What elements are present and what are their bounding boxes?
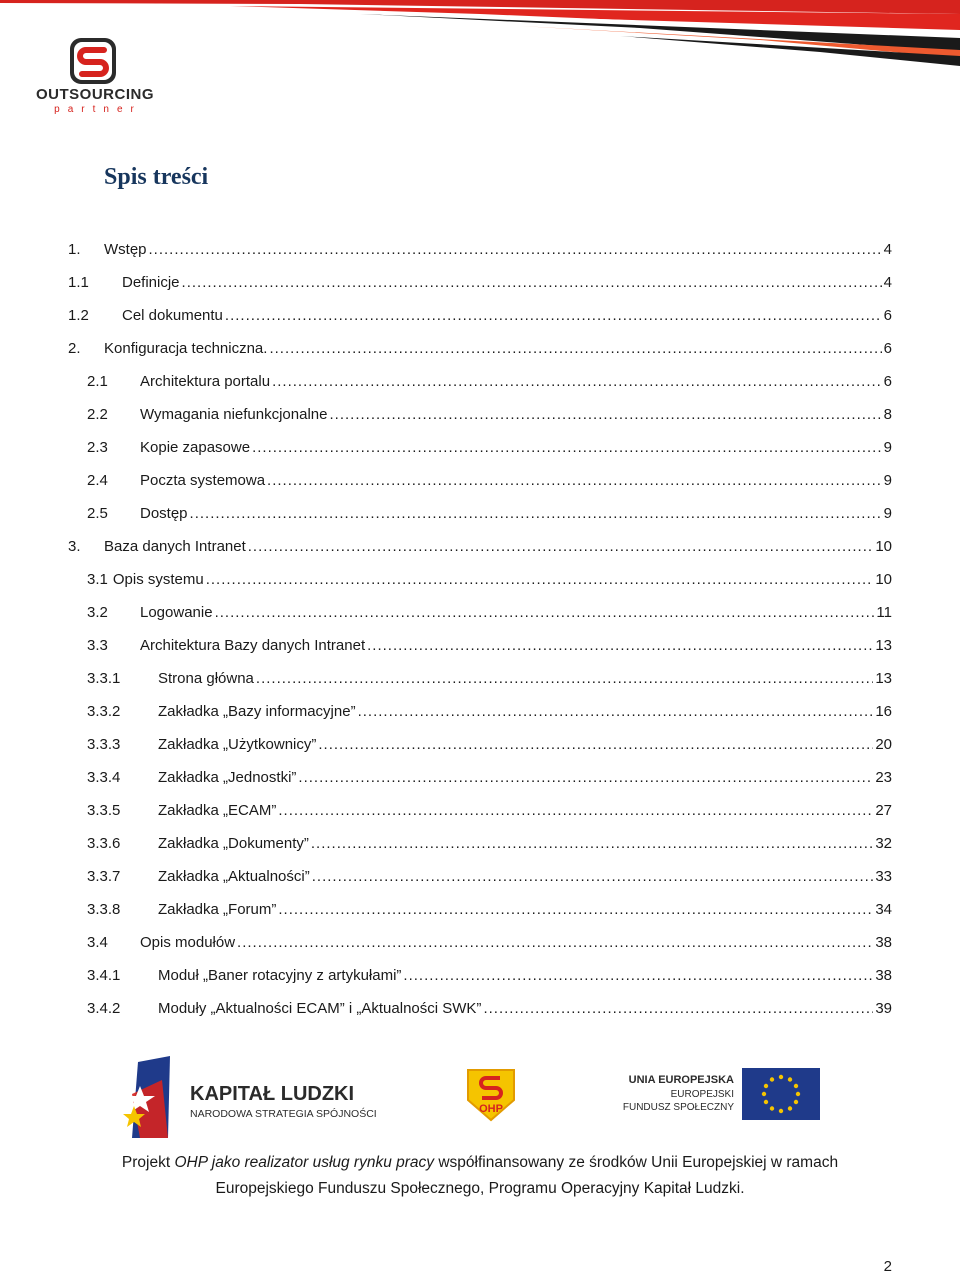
ue-efs-logo <box>622 1066 824 1122</box>
toc-entry-title: Moduł „Baner rotacyjny z artykułami” <box>158 967 402 984</box>
toc-dot-leader <box>312 867 874 887</box>
ue-line2: EUROPEJSKI <box>670 1089 734 1100</box>
toc-entry-title: Konfiguracja techniczna. <box>104 340 268 357</box>
toc-entry-page: 6 <box>883 307 892 324</box>
toc-entry-page: 34 <box>875 901 892 918</box>
toc-entry[interactable] <box>87 438 892 458</box>
toc-entry-title: Dostęp <box>140 505 188 522</box>
toc-entry[interactable] <box>87 669 892 689</box>
toc-entry-number: 3.3 <box>87 637 108 654</box>
toc-entry-title: Baza danych Intranet <box>104 538 246 555</box>
toc-entry[interactable] <box>87 801 892 821</box>
toc-entry-page: 39 <box>875 1000 892 1017</box>
company-logo <box>30 36 160 118</box>
toc-entry-title: Zakładka „Dokumenty” <box>158 835 309 852</box>
toc-entry-title: Architektura portalu <box>140 373 271 390</box>
toc-dot-leader <box>272 372 882 392</box>
toc-entry-number: 3.3.6 <box>87 835 121 852</box>
toc-entry-title: Opis modułów <box>140 934 236 951</box>
brand-name: OUTSOURCING <box>36 86 154 103</box>
toc-entry-number: 3.4 <box>87 934 108 951</box>
funding-logos <box>0 1048 960 1148</box>
toc-entry[interactable] <box>87 471 892 491</box>
toc-entry-page: 10 <box>875 538 892 555</box>
toc-entry-number: 3.2 <box>87 604 108 621</box>
ohp-logo <box>462 1066 520 1122</box>
toc-entry-page: 27 <box>875 802 892 819</box>
toc-entry-number: 3.3.3 <box>87 736 121 753</box>
kapital-ludzki-title: KAPITAŁ LUDZKI <box>190 1083 355 1105</box>
toc-entry-title: Kopie zapasowe <box>140 439 251 456</box>
toc-dot-leader <box>269 339 881 359</box>
toc-entry-page: 38 <box>875 967 892 984</box>
toc-entry-number: 3.4.2 <box>87 1000 121 1017</box>
toc-entry-number: 3.1 <box>87 571 108 588</box>
page-number: 2 <box>883 1258 892 1275</box>
toc-entry-number: 2. <box>68 340 81 357</box>
toc-entry[interactable] <box>87 570 892 590</box>
toc-entry[interactable] <box>87 933 892 953</box>
footer-project-name: OHP jako realizator usług rynku pracy <box>174 1154 435 1171</box>
footer-line-2: Europejskiego Funduszu Społecznego, Programu Operacyjny Kapitał Ludzki. <box>215 1180 745 1197</box>
toc-entry[interactable] <box>87 603 892 623</box>
toc-dot-leader <box>190 504 882 524</box>
toc-dot-leader <box>206 570 874 590</box>
toc-entry-page: 9 <box>883 505 892 522</box>
toc-entry-number: 2.5 <box>87 505 108 522</box>
toc-entry-page: 6 <box>883 373 892 390</box>
toc-entry-page: 32 <box>875 835 892 852</box>
toc-dot-leader <box>367 636 873 656</box>
toc-entry-number: 3.3.1 <box>87 670 121 687</box>
toc-entry-number: 3.3.5 <box>87 802 121 819</box>
toc-entry[interactable] <box>87 372 892 392</box>
outsourcing-partner-logo-icon <box>68 36 118 86</box>
toc-dot-leader <box>298 768 873 788</box>
toc-entry-title: Cel dokumentu <box>122 307 223 324</box>
ohp-label: OHP <box>479 1103 503 1115</box>
toc-entry-title: Zakładka „Użytkownicy” <box>158 736 317 753</box>
toc-entry[interactable] <box>87 735 892 755</box>
toc-dot-leader <box>358 702 874 722</box>
toc-entry[interactable] <box>68 306 892 326</box>
toc-entry-page: 9 <box>883 472 892 489</box>
toc-entry-page: 8 <box>883 406 892 423</box>
toc-entry-title: Strona główna <box>158 670 254 687</box>
toc-entry-title: Wstęp <box>104 241 147 258</box>
toc-entry-title: Moduły „Aktualności ECAM” i „Aktualności SWK” <box>158 1000 482 1017</box>
toc-dot-leader <box>149 240 882 260</box>
toc-entry[interactable] <box>68 339 892 359</box>
toc-entry-page: 13 <box>875 637 892 654</box>
kapital-ludzki-logo <box>118 1052 380 1140</box>
footer-project-note <box>0 1150 960 1202</box>
toc-entry-title: Zakładka „Jednostki” <box>158 769 297 786</box>
toc-dot-leader <box>225 306 882 326</box>
toc-dot-leader <box>237 933 873 953</box>
toc-entry-page: 33 <box>875 868 892 885</box>
toc-entry[interactable] <box>87 867 892 887</box>
kapital-ludzki-subtitle: NARODOWA STRATEGIA SPÓJNOŚCI <box>190 1108 377 1120</box>
toc-entry-page: 16 <box>875 703 892 720</box>
toc-dot-leader <box>318 735 873 755</box>
toc-entry-page: 23 <box>875 769 892 786</box>
toc-entry[interactable] <box>87 999 892 1019</box>
toc-entry-page: 38 <box>875 934 892 951</box>
ue-line1: UNIA EUROPEJSKA <box>628 1074 734 1086</box>
toc-entry-title: Opis systemu <box>112 571 204 588</box>
toc-entry-number: 3.4.1 <box>87 967 121 984</box>
toc-dot-leader <box>403 966 873 986</box>
toc-dot-leader <box>248 537 874 557</box>
toc-entry[interactable] <box>68 537 892 557</box>
toc-dot-leader <box>256 669 873 689</box>
toc-entry-page: 6 <box>883 340 892 357</box>
toc-entry-number: 1. <box>68 241 81 258</box>
toc-dot-leader <box>278 900 873 920</box>
toc-dot-leader <box>182 273 882 293</box>
ue-line3: FUNDUSZ SPOŁECZNY <box>622 1102 734 1113</box>
toc-entry[interactable] <box>87 405 892 425</box>
toc-entry-page: 9 <box>883 439 892 456</box>
toc-entry-title: Wymagania niefunkcjonalne <box>140 406 328 423</box>
toc-entry-title: Zakładka „Aktualności” <box>158 868 310 885</box>
toc-entry[interactable] <box>68 273 892 293</box>
toc-entry-number: 2.2 <box>87 406 108 423</box>
toc-entry-title: Zakładka „Forum” <box>158 901 277 918</box>
toc-entry[interactable] <box>87 900 892 920</box>
toc-entry[interactable] <box>87 504 892 524</box>
toc-dot-leader <box>278 801 873 821</box>
toc-entry-title: Logowanie <box>140 604 213 621</box>
toc-entry-number: 1.2 <box>68 307 89 324</box>
toc-entry-number: 2.3 <box>87 439 108 456</box>
toc-entry-number: 1.1 <box>68 274 89 291</box>
toc-entry[interactable] <box>87 768 892 788</box>
brand-subtitle: partner <box>54 104 142 115</box>
toc-entry-number: 3.3.7 <box>87 868 121 885</box>
toc-entry-page: 4 <box>883 241 892 258</box>
toc-heading: Spis treści <box>104 164 209 190</box>
toc-dot-leader <box>311 834 873 854</box>
toc-entry-number: 3.3.4 <box>87 769 121 786</box>
toc-dot-leader <box>329 405 881 425</box>
toc-entry-page: 4 <box>883 274 892 291</box>
toc-entry-page: 20 <box>875 736 892 753</box>
toc-entry-number: 3. <box>68 538 81 555</box>
toc-entry[interactable] <box>87 702 892 722</box>
toc-entry-number: 3.3.8 <box>87 901 121 918</box>
toc-entry-title: Definicje <box>122 274 180 291</box>
toc-entry-number: 2.1 <box>87 373 108 390</box>
toc-entry[interactable] <box>87 834 892 854</box>
toc-entry-number: 2.4 <box>87 472 108 489</box>
toc-entry-title: Zakładka „ECAM” <box>158 802 277 819</box>
toc-entry[interactable] <box>68 240 892 260</box>
toc-entry-number: 3.3.2 <box>87 703 121 720</box>
toc-entry-title: Architektura Bazy danych Intranet <box>140 637 366 654</box>
toc-entry[interactable] <box>87 966 892 986</box>
toc-entry-title: Zakładka „Bazy informacyjne” <box>158 703 356 720</box>
toc-dot-leader <box>252 438 882 458</box>
toc-entry[interactable] <box>87 636 892 656</box>
toc-entry-page: 13 <box>875 670 892 687</box>
toc-entry-page: 11 <box>876 604 892 621</box>
toc-dot-leader <box>267 471 882 491</box>
toc-dot-leader <box>483 999 873 1019</box>
footer-line-1: Projekt OHP jako realizator usług rynku pracy współfinansowany ze środków Unii Europejskiej w ramach <box>121 1154 839 1171</box>
toc-dot-leader <box>215 603 875 623</box>
toc-entry-title: Poczta systemowa <box>140 472 266 489</box>
toc-entry-page: 10 <box>875 571 892 588</box>
